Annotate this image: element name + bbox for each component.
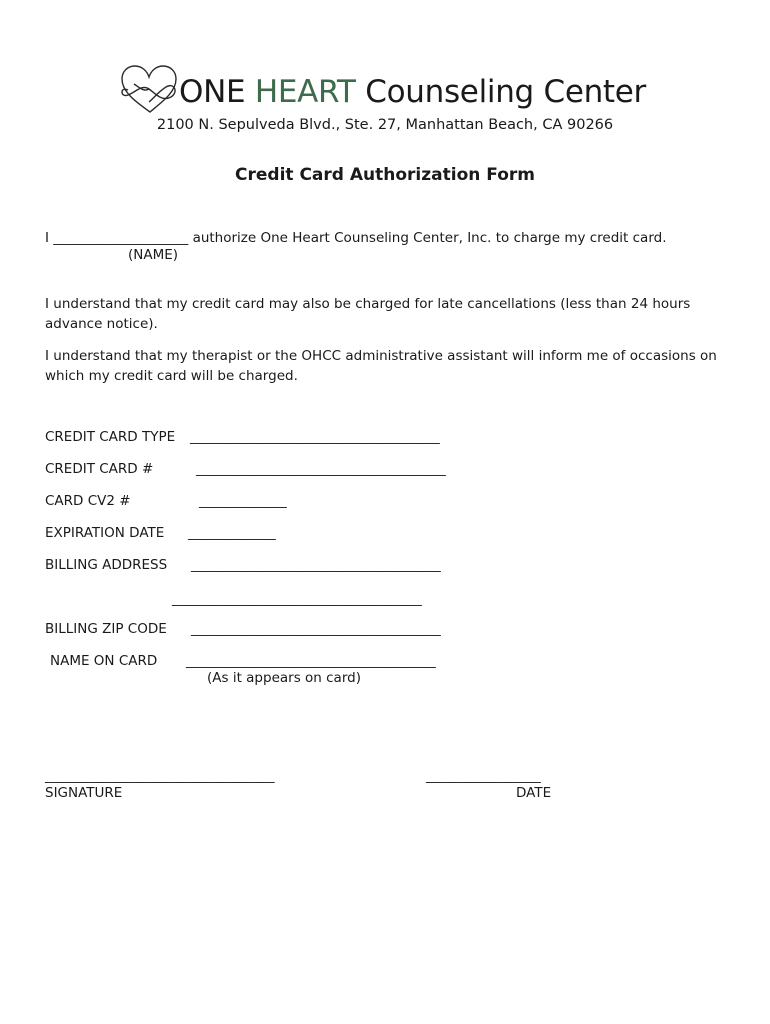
zip-label: BILLING ZIP CODE (45, 621, 167, 637)
form-title: Credit Card Authorization Form (235, 165, 535, 185)
name-on-card-field[interactable]: _____________________________________ (186, 653, 436, 669)
paragraph-inform: I understand that my therapist or the OHCC administrative assistant will inform me of occasions on which my credit card will be charged. (45, 348, 717, 384)
card-type-label: CREDIT CARD TYPE (45, 429, 176, 445)
name-on-card-caption: (As it appears on card) (207, 670, 361, 686)
logo-wordmark (179, 72, 646, 112)
billing-address-field-2[interactable]: _____________________________________ (172, 591, 422, 607)
date-field[interactable]: _________________ (426, 768, 541, 784)
logo-counseling-center: Counseling Center (365, 74, 647, 110)
card-number-label: CREDIT CARD # (45, 461, 154, 477)
address: 2100 N. Sepulveda Blvd., Ste. 27, Manhattan Beach, CA 90266 (156, 117, 614, 133)
cv2-label: CARD CV2 # (45, 493, 131, 509)
card-type-field[interactable]: _____________________________________ (190, 429, 440, 445)
logo-heart: HEART (254, 74, 356, 110)
paragraph-late-cancellations: I understand that my credit card may also be charged for late cancellations (less than 24 hours advance notice). (45, 296, 691, 332)
billing-address-field[interactable]: _____________________________________ (191, 557, 441, 573)
expiration-field[interactable]: _____________ (188, 525, 276, 541)
signature-field[interactable]: __________________________________ (45, 768, 275, 784)
authorize-line: I ____________________ authorize One Heart Counseling Center, Inc. to charge my credit card. (45, 230, 667, 246)
name-on-card-label: NAME ON CARD (50, 653, 158, 669)
name-caption: (NAME) (128, 247, 179, 263)
zip-field[interactable]: _____________________________________ (191, 621, 441, 637)
billing-address-label: BILLING ADDRESS (45, 557, 168, 573)
cv2-field[interactable]: _____________ (199, 493, 287, 509)
signature-label: SIGNATURE (45, 785, 123, 801)
date-label: DATE (516, 785, 552, 801)
heart-infinity-icon (116, 62, 182, 118)
logo-one: ONE (179, 74, 246, 110)
card-number-field[interactable]: _____________________________________ (196, 461, 446, 477)
expiration-label: EXPIRATION DATE (45, 525, 165, 541)
